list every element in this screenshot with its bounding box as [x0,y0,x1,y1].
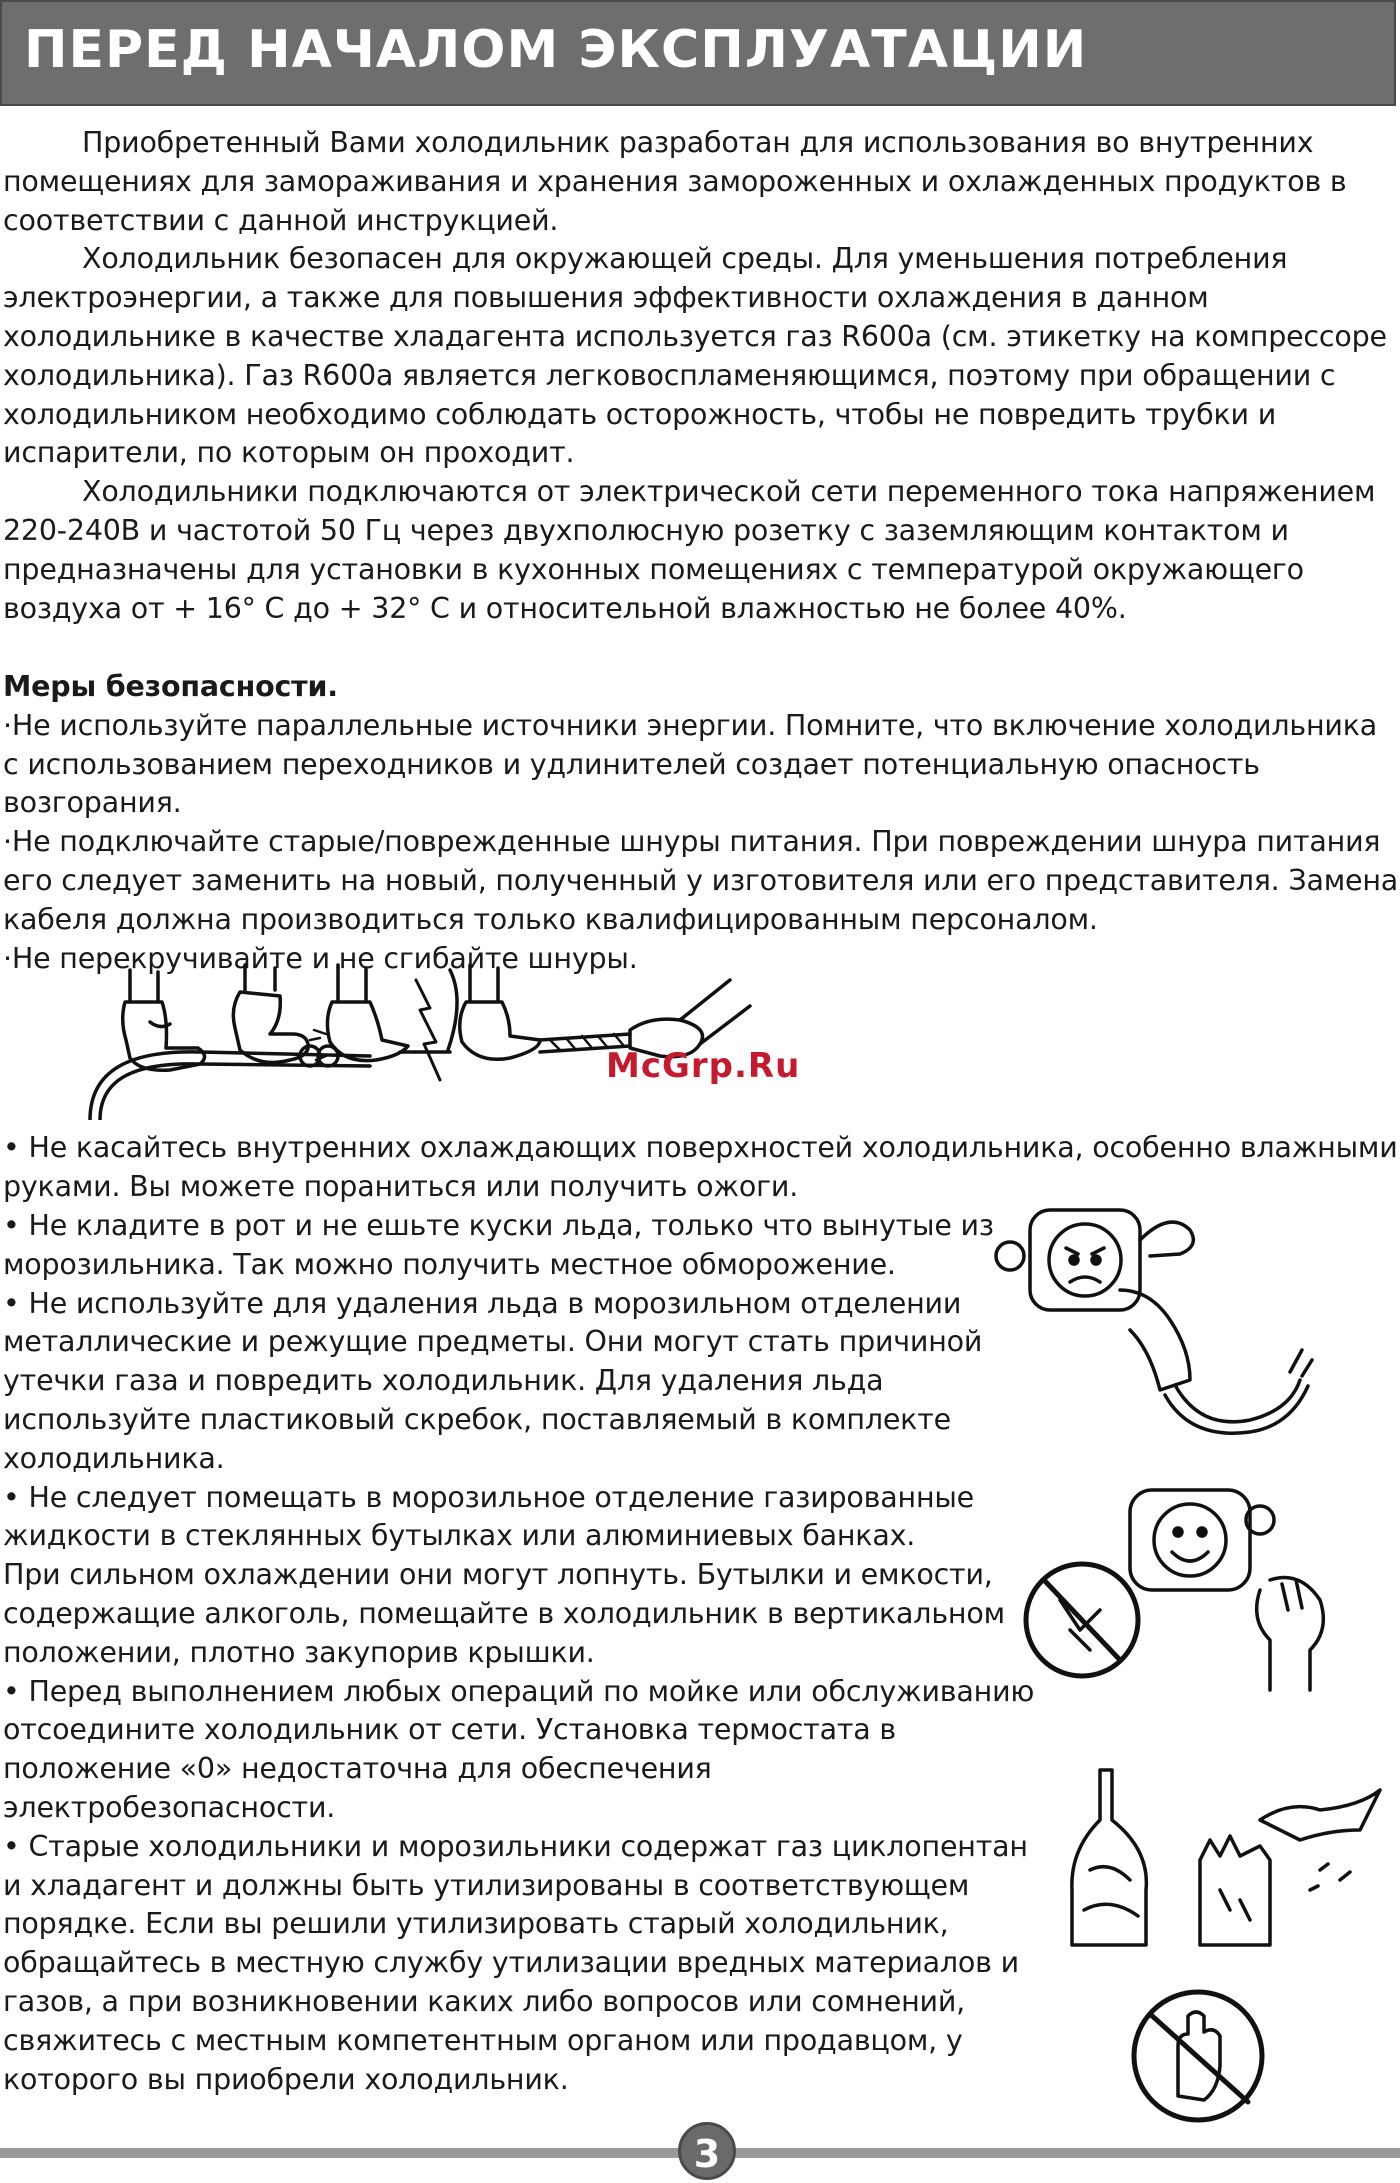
bullet-item: • Не следует помещать в морозильное отделение газированные жидкости в стеклянных бутылках или алюминиевых банках. [3,1480,975,1553]
happy-socket-illustration [1020,1480,1350,1700]
angry-socket-illustration [990,1200,1330,1440]
intro-paragraph: Холодильник безопасен для окружающей среды. Для уменьшения потребления электроэнергии, а также для повышения эффективности охлаждения в данном холодильнике в качестве хладагента используется газ R600a (см. этикетку на компрессоре холодильника). Газ R600a является легковоспламеняющимся, поэтому при обращении с холодильником необходимо соблюдать осторожность, чтобы не повредить трубки и испарители, по которым он проходит. [3,242,1387,470]
bottles-illustration [1060,1760,1390,1950]
safety-heading: Меры безопасности. [3,670,338,703]
safety-item: ·Не подключайте старые/поврежденные шнуры питания. При повреждении шнура питания его следует заменить на новый, полученный у изготовителя или его представителя. Замена кабеля должна производиться только квалифицированным персоналом. [3,825,1399,936]
page-number: 3 [678,2122,736,2180]
watermark: McGrp.Ru [606,1046,801,1086]
intro-paragraph: Холодильники подключаются от электрической сети переменного тока напряжением 220-240В и частотой 50 Гц через двухполюсную розетку с заземляющим контактом и предназначены для установки в кухонных помещениях с температурой окружающего воздуха от + 16° С до + 32° С и относительной влажностью не более 40%. [3,475,1376,625]
no-hand-sign-illustration [1108,1986,1288,2126]
intro-paragraph: Приобретенный Вами холодильник разработан для использования во внутренних помещениях для замораживания и хранения замороженных и охлажденных продуктов в соответствии с данной инструкцией. [3,126,1347,237]
cord-line [100,1064,370,1120]
intro-section [3,124,1399,628]
safety-section [3,668,1399,978]
bullet-item: • Не касайтесь внутренних охлаждающих поверхностей холодильника, особенно влажными руками. Вы можете пораниться или получить ожоги. [3,1131,1398,1203]
cord-line [448,970,457,1050]
bullet-item: • Старые холодильники и морозильники содержат газ циклопентан и хладагент и должны быть утилизированы в соответствующем порядке. Если вы решили утилизировать старый холодильник, обращайтесь в местную службу утилизации вредных материалов и газов, а при возникновении каких либо вопросов или сомнений, свяжитесь с местным компетентным органом или продавцом, у которого вы приобрели холодильник. [3,1829,1028,2096]
cord-handling-illustration [70,960,880,1120]
bullet-item: • Перед выполнением любых операций по мойке или обслуживанию отсоедините холодильник от сети. Установка термостата в положение «0» недостаточна для обеспечения электробезопасности. [3,1674,1035,1824]
bullet-item: При сильном охлаждении они могут лопнуть. Бутылки и емкости, содержащие алкоголь, помещайте в холодильник в вертикальном положении, плотно закупорив крышки. [3,1558,1005,1669]
page-header [0,0,1396,106]
page-title: ПЕРЕД НАЧАЛОМ ЭКСПЛУАТАЦИИ [24,20,1088,80]
bullets-narrow-section [3,1207,1043,2099]
safety-item: ·Не используйте параллельные источники энергии. Помните, что включение холодильника с использованием переходников и удлинителей создает потенциальную опасность возгорания. [3,708,1377,820]
bullet-item: • Не кладите в рот и не ешьте куски льда, только что вынутые из морозильника. Так можно получить местное обморожение. [3,1209,994,1281]
bullet-item: • Не используйте для удаления льда в морозильном отделении металлические и режущие предметы. Они могут стать причиной утечки газа и повредить холодильник. Для удаления льда используйте пластиковый скребок, поставляемый в комплекте холодильника. [3,1286,983,1475]
safety-item: ·Не перекручивайте и не сгибайте шнуры. [3,941,638,975]
bullets-full-section [3,1129,1399,1207]
